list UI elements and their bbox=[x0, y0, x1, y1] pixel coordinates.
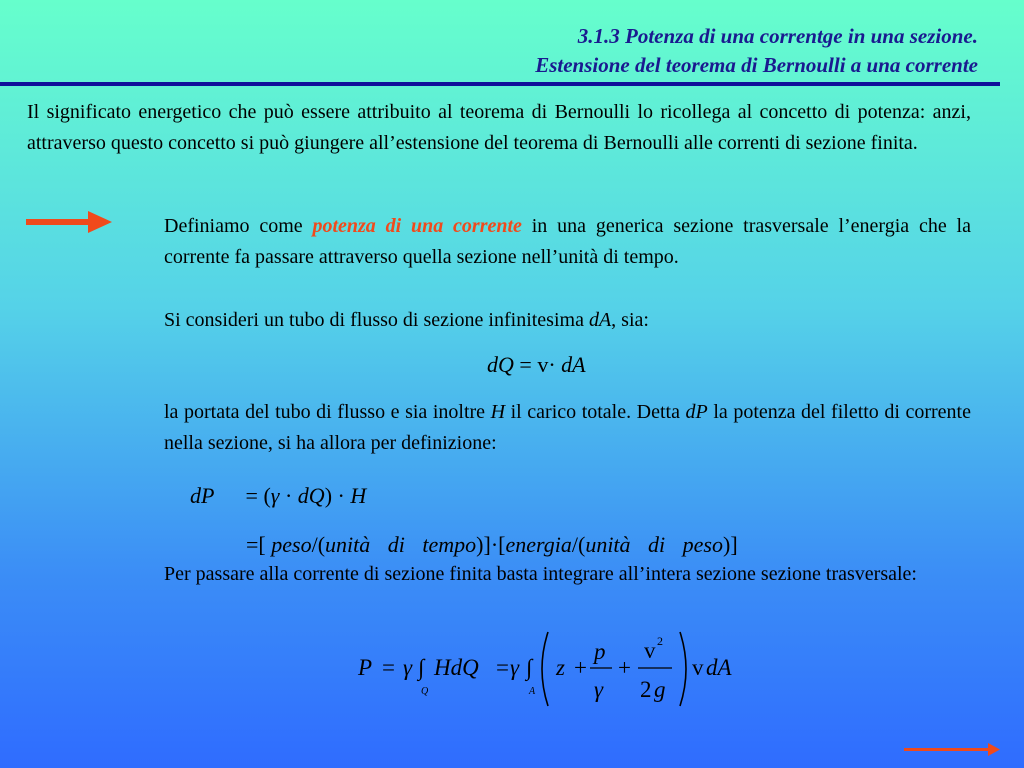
eq3-HdQ: HdQ bbox=[434, 655, 479, 680]
eq3-gamma: γ bbox=[403, 655, 413, 680]
eq3-dA: dA bbox=[706, 655, 732, 680]
definition-prefix: Definiamo come bbox=[164, 215, 313, 237]
eq2b-equals: = bbox=[246, 532, 259, 557]
eq2b-peso-2: peso bbox=[682, 532, 723, 557]
eq2b-rparen-2: )] bbox=[723, 532, 738, 557]
eq3-z: z bbox=[556, 655, 565, 680]
eq2b-dot: · bbox=[490, 532, 499, 557]
tube-end: , sia: bbox=[611, 309, 649, 331]
eq2-equals: = bbox=[245, 483, 258, 508]
eq3-sub-A: A bbox=[529, 686, 536, 697]
eq3-two: 2 bbox=[640, 677, 652, 702]
portata-text-2: il carico totale. Detta bbox=[505, 401, 686, 423]
eq2b-rparen: )] bbox=[476, 532, 491, 557]
eq3-plus-2: + bbox=[618, 655, 631, 680]
eq3-left-paren bbox=[542, 632, 548, 706]
equation-total-power bbox=[350, 628, 750, 710]
eq2-dot-2: · bbox=[337, 483, 345, 508]
eq3-gamma-den: γ bbox=[594, 677, 604, 702]
eq3-v: v bbox=[692, 655, 704, 680]
eq2-lparen: ( bbox=[263, 483, 271, 508]
eq3-equals-2: = bbox=[496, 655, 509, 680]
eq3-gamma-2: γ bbox=[510, 655, 520, 680]
eq2b-lbracket-2: [ bbox=[498, 532, 506, 557]
eq3-plus: + bbox=[574, 655, 587, 680]
eq2-gamma: γ bbox=[270, 483, 280, 508]
eq3-g: g bbox=[654, 677, 666, 702]
right-arrow-icon bbox=[26, 211, 114, 233]
eq2b-lparen-2: ( bbox=[577, 532, 586, 557]
tube-text: Si consideri un tubo di flusso di sezione infinitesima bbox=[164, 309, 589, 331]
slide-title bbox=[535, 22, 978, 80]
portata-paragraph bbox=[164, 397, 971, 459]
portata-var-H: H bbox=[490, 401, 506, 423]
eq3-equals: = bbox=[382, 655, 395, 680]
eq3-sub-Q: Q bbox=[421, 686, 429, 697]
equation-power-line-2 bbox=[246, 532, 738, 558]
eq2b-unita: unità bbox=[325, 532, 371, 557]
tube-variable: dA bbox=[588, 309, 612, 331]
title-underline bbox=[0, 82, 1000, 86]
eq2b-slash: / bbox=[311, 532, 318, 557]
eq3-integral-2: ∫ bbox=[526, 655, 533, 680]
eq3-v-squared: v bbox=[644, 638, 656, 663]
eq2b-lbracket: [ bbox=[258, 532, 266, 557]
eq1-lhs: dQ bbox=[487, 352, 514, 377]
eq2b-energia: energia bbox=[505, 532, 572, 557]
eq2b-tempo: tempo bbox=[422, 532, 477, 557]
definition-term: potenza di una corrente bbox=[312, 215, 522, 237]
eq3-p: p bbox=[594, 639, 606, 664]
eq2-lhs: dP bbox=[190, 483, 215, 508]
eq3-integral: ∫ bbox=[418, 655, 425, 680]
title-line-2: Estensione del teorema di Bernoulli a una corrente bbox=[535, 53, 978, 77]
eq2-dot: · bbox=[284, 483, 293, 508]
next-arrow-icon[interactable] bbox=[904, 743, 1000, 757]
eq1-dot: · bbox=[548, 352, 556, 377]
eq3-right-paren bbox=[680, 632, 686, 706]
eq2b-slash-2: / bbox=[571, 532, 578, 557]
equation-power-line-1 bbox=[190, 483, 366, 509]
eq2b-lparen: ( bbox=[317, 532, 326, 557]
eq2b-di-2: di bbox=[648, 532, 666, 557]
definition-paragraph bbox=[164, 211, 971, 273]
equation-flow-rate bbox=[487, 352, 586, 378]
finite-section-paragraph: Per passare alla corrente di sezione finita basta integrare all’intera sezione sezione trasversale: bbox=[164, 563, 917, 585]
eq1-velocity: v bbox=[537, 352, 549, 377]
eq1-equals: = bbox=[519, 352, 532, 377]
eq3-exponent: 2 bbox=[657, 634, 663, 648]
tube-sentence bbox=[164, 305, 971, 336]
eq2b-di: di bbox=[387, 532, 405, 557]
portata-text-1: la portata del tubo di flusso e sia inoltre bbox=[164, 401, 491, 423]
eq2b-unita-2: unità bbox=[585, 532, 631, 557]
intro-paragraph: Il significato energetico che può essere attribuito al teorema di Bernoulli lo ricollega al concetto di potenza: anzi, attraverso questo concetto si può giungere all’estensione del teorema di Bernoulli alle correnti di sezione finita. bbox=[27, 101, 971, 154]
eq2-dQ: dQ bbox=[297, 483, 325, 508]
eq2-H: H bbox=[350, 483, 367, 508]
eq3-P: P bbox=[358, 655, 373, 680]
eq2-rparen: ) bbox=[324, 483, 333, 508]
definition-suffix: in una generica sezione trasversale l’energia che la corrente fa passare attraverso quella sezione nell’unità di tempo. bbox=[164, 215, 971, 268]
eq1-rhs: dA bbox=[561, 352, 586, 377]
portata-var-dP: dP bbox=[685, 401, 708, 423]
portata-text-3: la potenza del filetto di corrente nella sezione, si ha allora per definizione: bbox=[164, 401, 971, 454]
eq2b-peso: peso bbox=[271, 532, 312, 557]
title-line-1: 3.1.3 Potenza di una correntge in una sezione. bbox=[577, 24, 978, 48]
